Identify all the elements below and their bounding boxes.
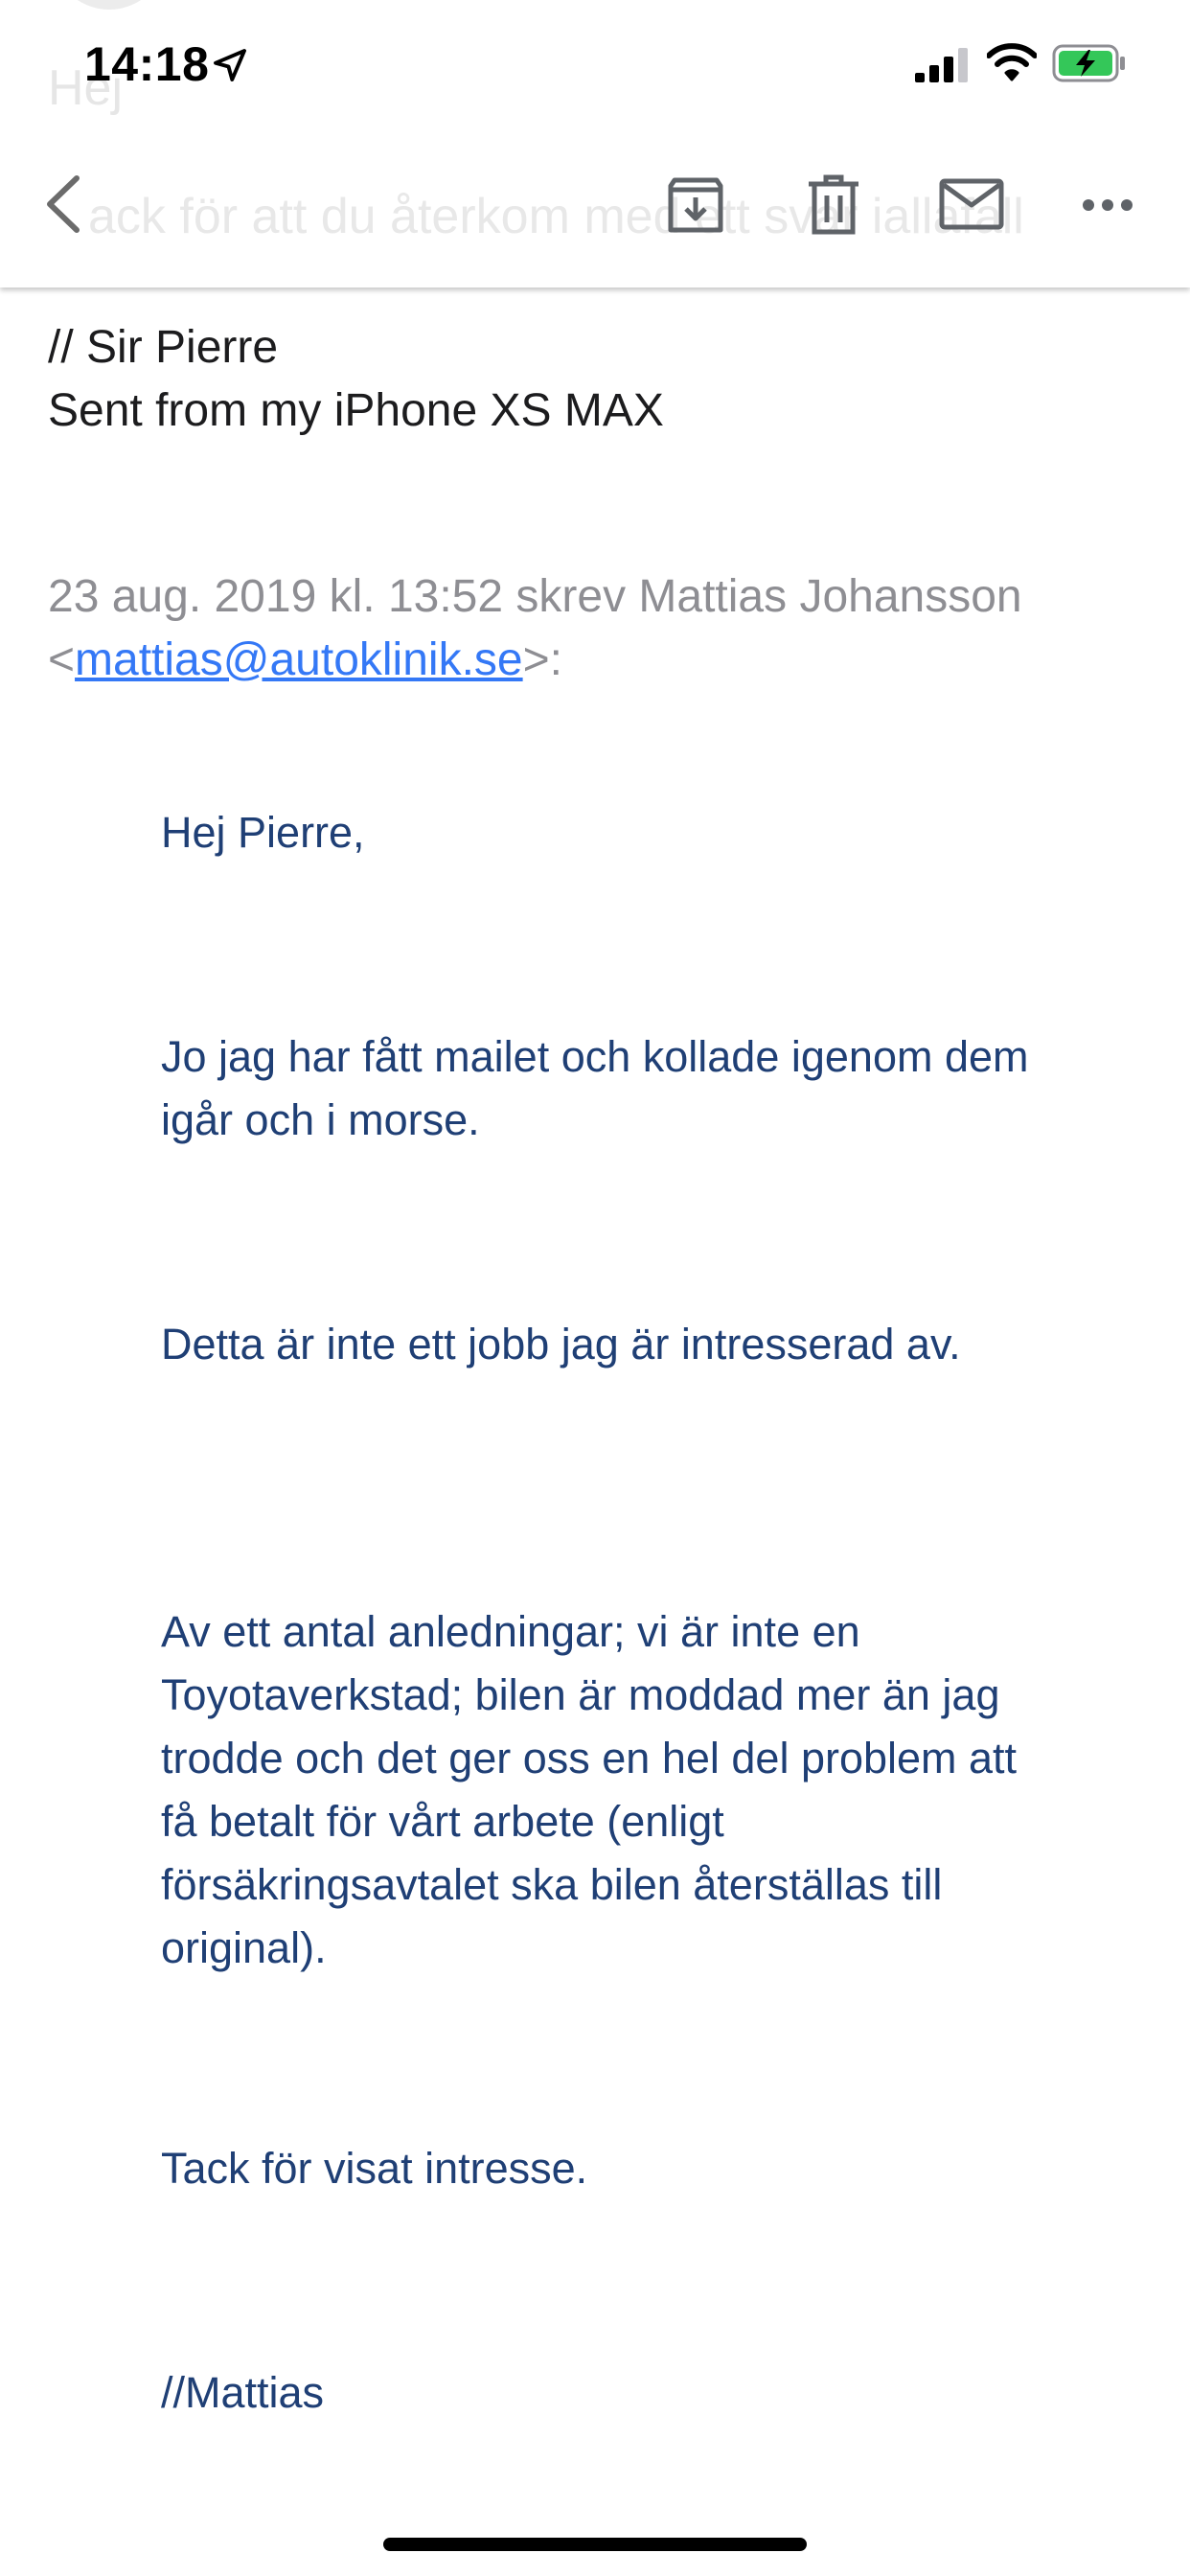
archive-icon[interactable] [665,174,726,236]
quote-header-suffix: >: [522,634,562,685]
quoted-greeting: Hej Pierre, [161,808,365,857]
background-preview-line: Hej [48,60,124,116]
wifi-icon [987,42,1037,82]
signature-line: Sent from my iPhone XS MAX [48,385,664,436]
quoted-signature: //Mattias [161,2368,325,2417]
background-avatar [52,0,167,10]
background-preview-line: ack för att du återkom med ett svar iallafall [88,189,1024,244]
cellular-signal-icon [915,48,969,82]
home-indicator[interactable] [383,2538,807,2551]
location-arrow-icon [213,48,247,82]
more-options-icon[interactable] [1081,197,1134,213]
battery-charging-icon [1052,44,1127,82]
quote-header [48,565,1159,692]
quoted-paragraph: Detta är inte ett jobb jag är intresserad av. [161,1320,961,1368]
top-chrome [0,0,1190,288]
status-time: 14:18 [84,37,210,91]
quoted-paragraph: Jo jag har fått mailet och kollade igenom dem igår och i morse. [161,1032,1029,1144]
signature-line: // Sir Pierre [48,322,279,373]
quoted-paragraph: Av ett antal anledningar; vi är inte en Toyotaverkstad; bilen är moddad mer än jag trodde och det ger oss en hel del problem att få betalt för vårt arbete (enligt försäkringsavtalet ska bilen återställas till original). [161,1607,1018,1972]
quote-header-text: 23 aug. 2019 kl. 13:52 skrev Mattias Johansson < [48,571,1022,685]
mark-unread-mail-icon[interactable] [939,178,1004,230]
trash-icon[interactable] [807,174,860,236]
back-chevron-icon[interactable] [40,172,84,236]
quoted-paragraph: Tack för visat intresse. [161,2144,588,2193]
sender-email-link[interactable]: mattias@autoklinik.se [75,634,523,685]
sender-signature [48,316,664,443]
